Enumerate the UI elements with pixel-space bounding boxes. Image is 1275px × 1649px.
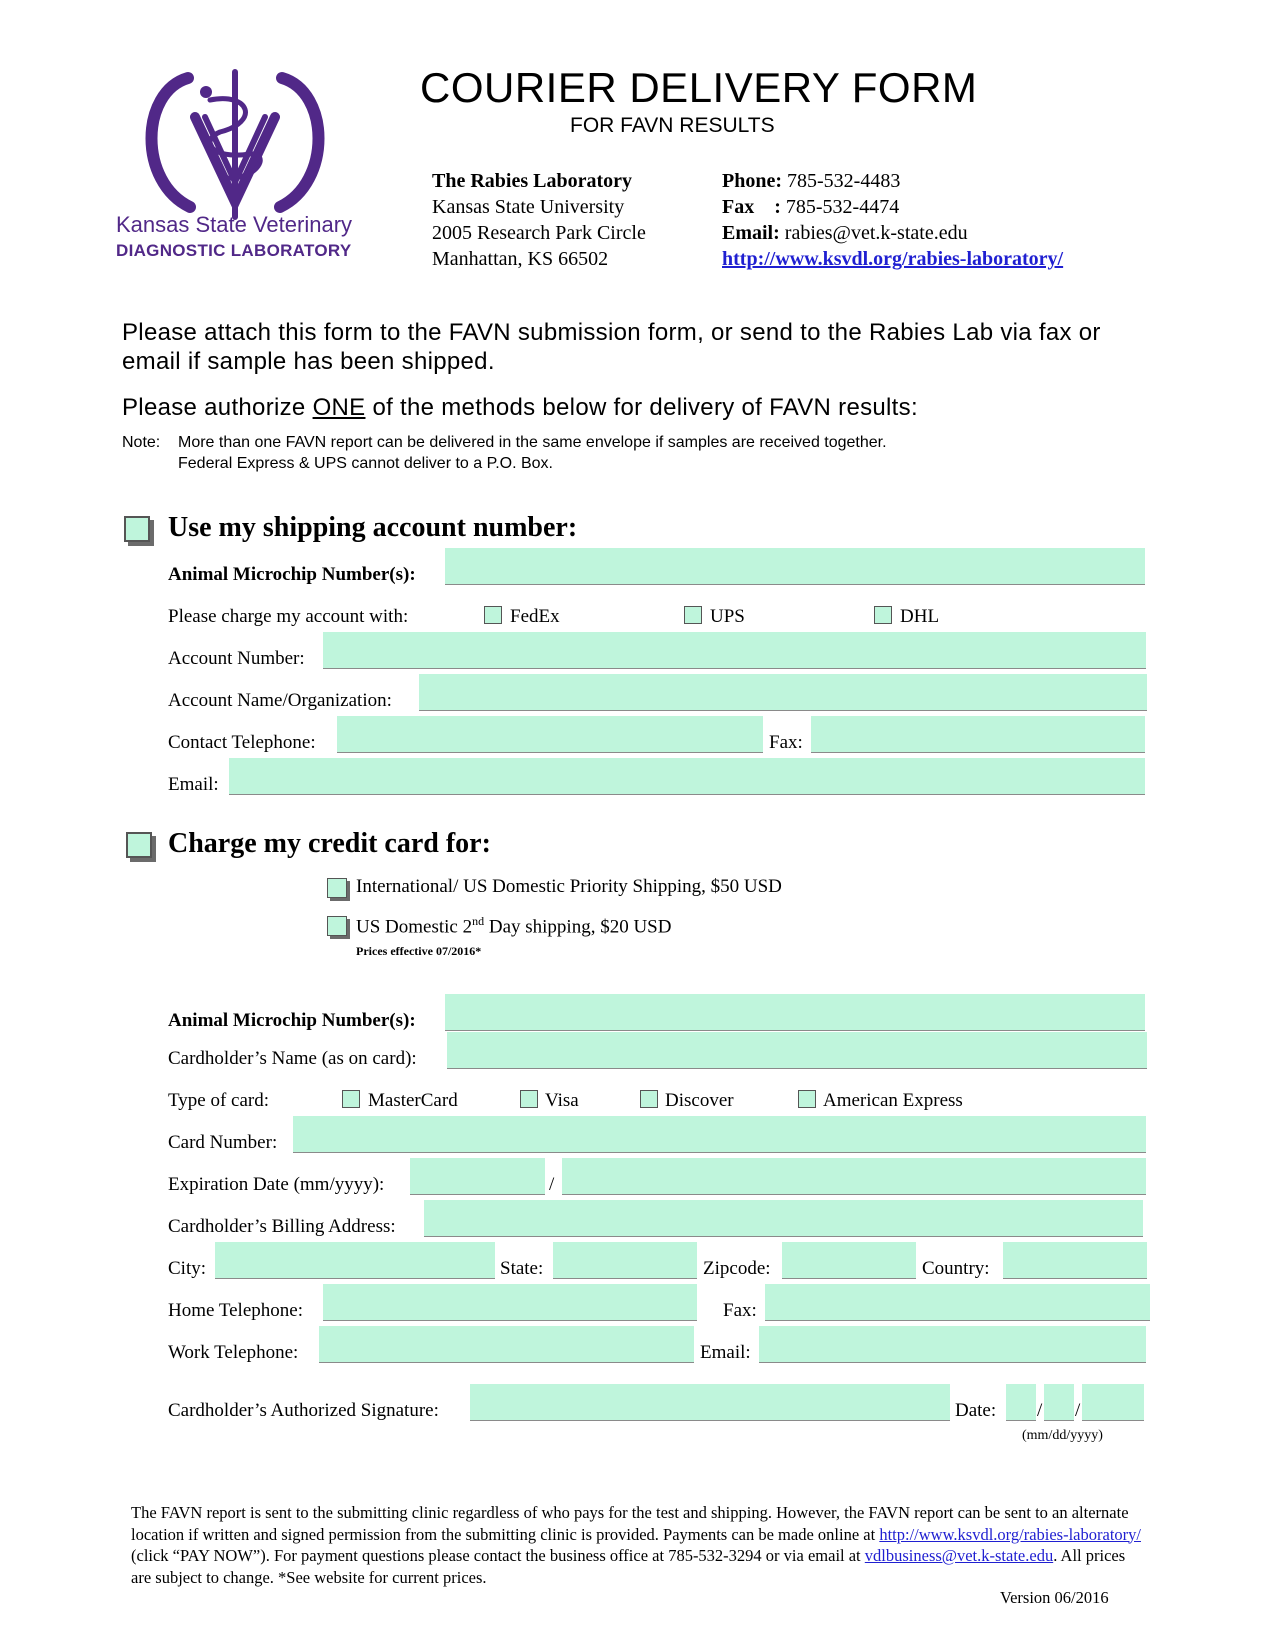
signature-label: Cardholder’s Authorized Signature: <box>168 1400 439 1421</box>
caduceus-v-logo-icon <box>110 62 370 222</box>
authorize-post: of the methods below for delivery of FAVN results: <box>365 394 918 421</box>
fax-label: Fax : <box>722 196 781 218</box>
credit-email-label: Email: <box>700 1342 751 1363</box>
dhl-label: DHL <box>900 606 940 627</box>
discover-checkbox[interactable] <box>640 1090 658 1108</box>
home-telephone-label: Home Telephone: <box>168 1300 303 1321</box>
shipping-fax-field[interactable] <box>811 716 1145 753</box>
dhl-checkbox[interactable] <box>874 606 892 624</box>
date-month-field[interactable] <box>1006 1384 1036 1421</box>
authorize-instructions <box>122 394 918 422</box>
fedex-label: FedEx <box>510 606 560 627</box>
credit-microchip-field[interactable] <box>445 994 1145 1031</box>
shipping-account-checkbox[interactable] <box>124 516 150 542</box>
shipping-heading: Use my shipping account number: <box>168 512 578 543</box>
version: Version 06/2016 <box>1000 1588 1109 1607</box>
lab-contact <box>722 168 1063 272</box>
visa-label: Visa <box>545 1090 579 1111</box>
card-number-label: Card Number: <box>168 1132 278 1153</box>
phone-label: Phone: <box>722 170 782 192</box>
amex-checkbox[interactable] <box>798 1090 816 1108</box>
note-line1: More than one FAVN report can be delivered in the same envelope if samples are received together. <box>178 434 887 451</box>
state-label: State: <box>500 1258 544 1279</box>
work-telephone-label: Work Telephone: <box>168 1342 299 1363</box>
shipping-fax-label: Fax: <box>769 732 803 753</box>
date-separator-1: / <box>1037 1400 1043 1421</box>
address-line1: Kansas State University <box>432 196 625 218</box>
phone-value: 785-532-4483 <box>787 170 901 192</box>
note-line2: Federal Express & UPS cannot deliver to a P.O. Box. <box>178 455 553 472</box>
home-telephone-field[interactable] <box>323 1284 697 1321</box>
work-telephone-field[interactable] <box>319 1326 694 1363</box>
second-day-shipping-label <box>356 914 671 938</box>
authorize-pre: Please authorize <box>122 394 313 421</box>
expiration-year-field[interactable] <box>562 1158 1146 1195</box>
email-value: rabies@vet.k-state.edu <box>784 222 968 244</box>
expiration-month-field[interactable] <box>410 1158 545 1195</box>
date-year-field[interactable] <box>1082 1384 1144 1421</box>
credit-microchip-label: Animal Microchip Number(s): <box>168 1010 416 1031</box>
card-number-field[interactable] <box>293 1116 1146 1153</box>
credit-email-field[interactable] <box>759 1326 1146 1363</box>
cardholder-name-label: Cardholder’s Name (as on card): <box>168 1048 417 1069</box>
credit-card-checkbox[interactable] <box>126 832 152 858</box>
footer-text-3: . All prices are subject to change. *See website for current prices. <box>131 1546 1126 1587</box>
priority-shipping-label: International/ US Domestic Priority Shipping, $50 USD <box>356 876 782 897</box>
footer-website-link[interactable]: http://www.ksvdl.org/rabies-laboratory/ <box>879 1524 1141 1544</box>
note <box>122 432 887 472</box>
shipping-email-field[interactable] <box>229 758 1145 795</box>
page-subtitle: FOR FAVN RESULTS <box>570 114 775 137</box>
second-day-sup: nd <box>472 914 485 928</box>
website-link[interactable]: http://www.ksvdl.org/rabies-laboratory/ <box>722 248 1064 270</box>
account-name-field[interactable] <box>419 674 1147 711</box>
logo <box>110 62 370 277</box>
address-line3: Manhattan, KS 66502 <box>432 248 609 270</box>
attach-instructions: Please attach this form to the FAVN submission form, or send to the Rabies Lab via fax or email if sample has been shipped. <box>122 319 1101 375</box>
shipping-email-label: Email: <box>168 774 219 795</box>
zipcode-field[interactable] <box>782 1242 916 1279</box>
page-title: COURIER DELIVERY FORM <box>420 64 978 111</box>
account-name-label: Account Name/Organization: <box>168 690 392 711</box>
second-day-pre: US Domestic 2 <box>356 916 473 938</box>
mastercard-checkbox[interactable] <box>342 1090 360 1108</box>
contact-telephone-field[interactable] <box>337 716 763 753</box>
country-field[interactable] <box>1003 1242 1147 1279</box>
authorize-one: ONE <box>312 394 366 421</box>
billing-address-field[interactable] <box>424 1200 1143 1237</box>
signature-field[interactable] <box>470 1384 950 1421</box>
footer-text <box>131 1502 1141 1588</box>
ups-checkbox[interactable] <box>684 606 702 624</box>
credit-heading: Charge my credit card for: <box>168 828 491 859</box>
credit-fax-field[interactable] <box>765 1284 1150 1321</box>
lab-name: The Rabies Laboratory <box>432 170 632 192</box>
country-label: Country: <box>922 1258 990 1279</box>
date-label: Date: <box>955 1400 997 1421</box>
footer-text-1: The FAVN report is sent to the submitting clinic regardless of who pays for the test and shipping. However, the FAVN report can be sent to an alternate location if written and signed permission from the submitting clinic is provided. Payments can be made online at <box>131 1503 1129 1544</box>
account-number-field[interactable] <box>323 632 1146 669</box>
date-format-hint: (mm/dd/yyyy) <box>1022 1428 1103 1443</box>
fedex-checkbox[interactable] <box>484 606 502 624</box>
expiration-separator: / <box>549 1174 555 1195</box>
expiration-label: Expiration Date (mm/yyyy): <box>168 1174 385 1195</box>
account-number-label: Account Number: <box>168 648 305 669</box>
visa-checkbox[interactable] <box>520 1090 538 1108</box>
date-separator-2: / <box>1075 1400 1081 1421</box>
second-day-shipping-checkbox[interactable] <box>327 916 347 936</box>
billing-address-label: Cardholder’s Billing Address: <box>168 1216 396 1237</box>
logo-line1: Kansas State Veterinary <box>116 212 353 237</box>
city-field[interactable] <box>215 1242 495 1279</box>
footer-email-link[interactable]: vdlbusiness@vet.k-state.edu <box>864 1546 1054 1565</box>
city-label: City: <box>168 1258 207 1279</box>
discover-label: Discover <box>665 1090 734 1111</box>
state-field[interactable] <box>553 1242 697 1279</box>
ups-label: UPS <box>710 606 745 627</box>
second-day-post: Day shipping, $20 USD <box>484 916 672 938</box>
lab-address <box>432 168 646 272</box>
mastercard-label: MasterCard <box>368 1090 458 1111</box>
credit-fax-label: Fax: <box>723 1300 757 1321</box>
shipping-microchip-field[interactable] <box>445 548 1145 585</box>
fax-value: 785-532-4474 <box>785 196 900 218</box>
date-day-field[interactable] <box>1044 1384 1074 1421</box>
card-type-label: Type of card: <box>168 1090 270 1111</box>
priority-shipping-checkbox[interactable] <box>327 878 347 898</box>
zipcode-label: Zipcode: <box>703 1258 771 1279</box>
prices-note: Prices effective 07/2016* <box>356 944 482 958</box>
charge-account-label: Please charge my account with: <box>168 606 409 627</box>
address-line2: 2005 Research Park Circle <box>432 222 646 244</box>
footer-text-2: (click “PAY NOW”). For payment questions please contact the business office at 785-532-3294 or via email at <box>131 1546 865 1565</box>
cardholder-name-field[interactable] <box>447 1032 1147 1069</box>
logo-line2: DIAGNOSTIC LABORATORY <box>116 241 352 260</box>
note-label: Note: <box>122 434 161 451</box>
email-label: Email: <box>722 222 780 244</box>
contact-telephone-label: Contact Telephone: <box>168 732 316 753</box>
shipping-microchip-label: Animal Microchip Number(s): <box>168 564 416 585</box>
amex-label: American Express <box>823 1090 963 1111</box>
